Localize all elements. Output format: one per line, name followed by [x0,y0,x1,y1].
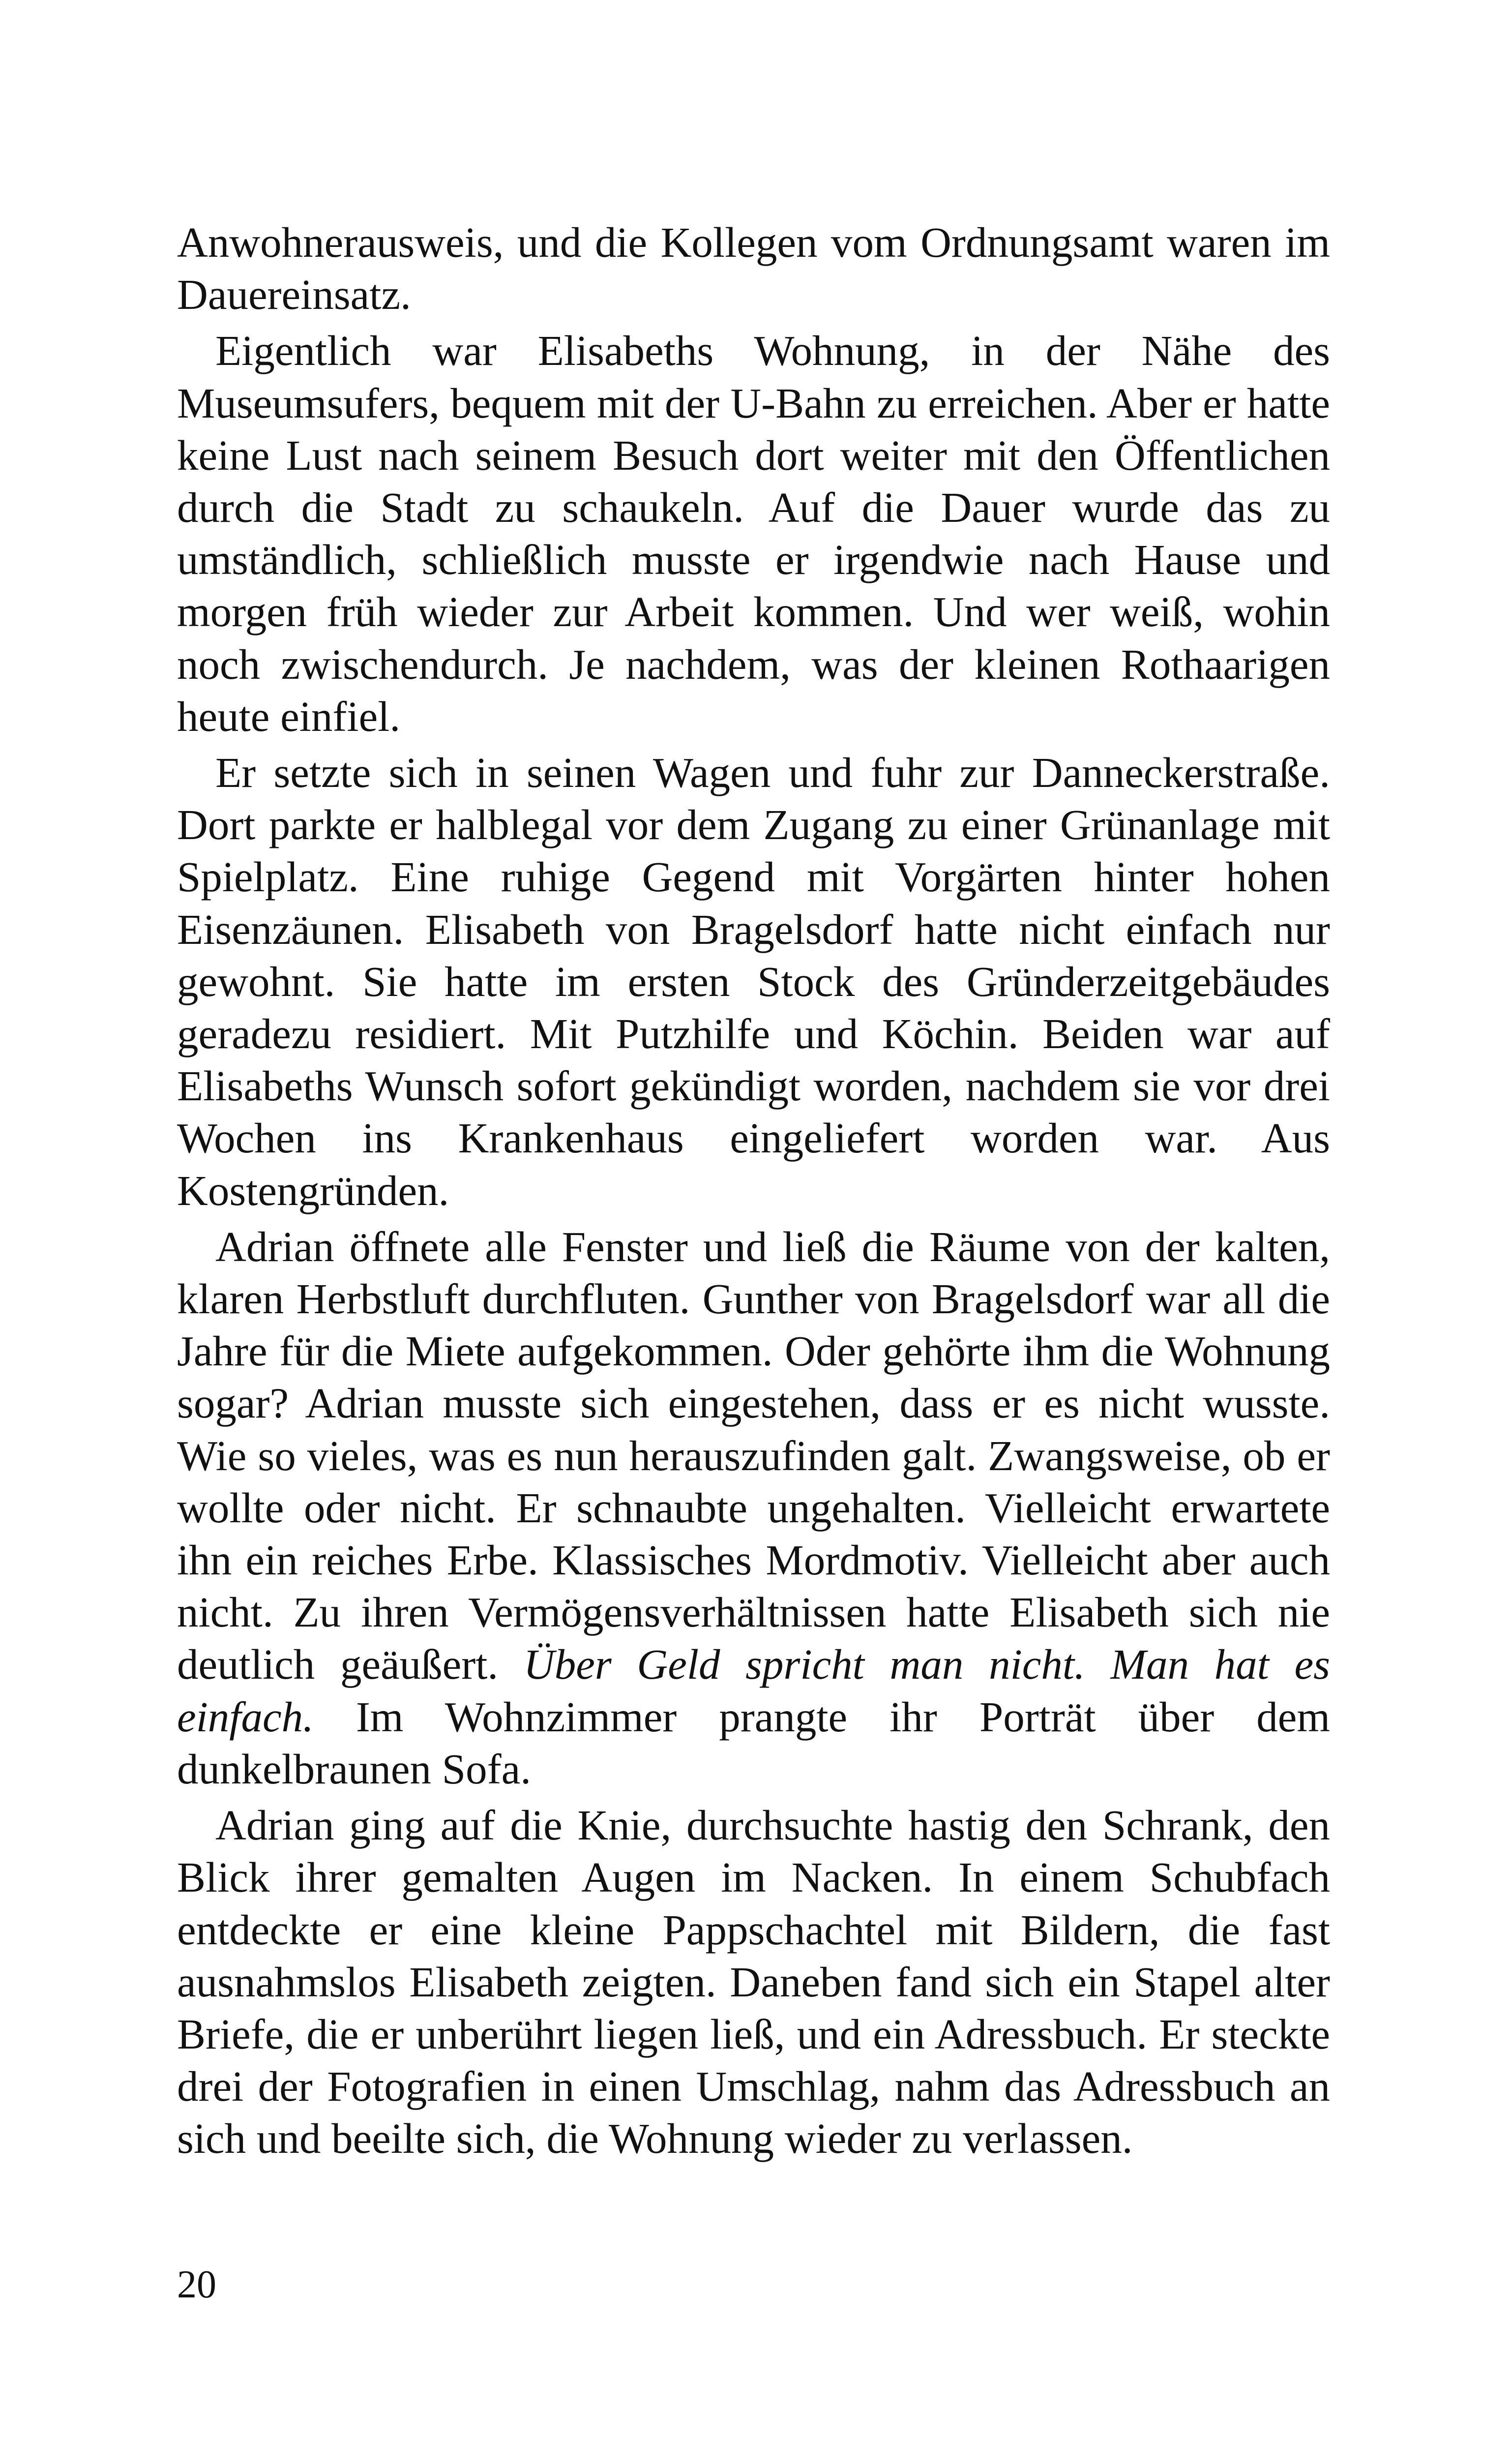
paragraph-5: Adrian ging auf die Knie, durchsuchte hastig den Schrank, den Blick ihrer gemalten Augen im Nacken. In einem Schubfach entdeckte er eine kleine Pappschachtel mit Bildern, die fast ausnahmslos Elisabeth zeigten. Daneben fand sich ein Stapel alter Briefe, die er unberührt liegen ließ, und ein Adressbuch. Er steckte drei der Fotografien in einen Umschlag, nahm das Adressbuch an sich und beeilte sich, die Wohnung wieder zu verlassen. [177,1801,1330,2163]
paragraph-4-end: Im Wohnzimmer prangte ihr Porträt über dem dunkelbraunen Sofa. [177,1692,1330,1793]
paragraph-4-italic: Über Geld spricht man nicht. Man hat es einfach. [177,1640,1330,1741]
paragraph-1: Anwohnerausweis, und die Kollegen vom Ordnungsamt waren im Dauereinsatz. [177,218,1330,319]
paragraph-3: Er setzte sich in seinen Wagen und fuhr zur Danneckerstraße. Dort parkte er halblegal vor dem Zugang zu einer Grünanlage mit Spielplatz. Eine ruhige Gegend mit Vorgärten hinter hohen Eisenzäunen. Elisabeth von Bragelsdorf hatte nicht einfach nur gewohnt. Sie hatte im ersten Stock des Gründerzeitgebäudes geradezu residiert. Mit Putzhilfe und Köchin. Beiden war auf Elisabeths Wunsch sofort gekündigt worden, nachdem sie vor drei Wochen ins Krankenhaus eingeliefert worden war. Aus Kostengründen. [177,749,1330,1214]
paragraph-2: Eigentlich war Elisabeths Wohnung, in der Nähe des Museumsufers, bequem mit der U-Bahn zu erreichen. Aber er hatte keine Lust nach seinem Besuch dort weiter mit den Öffentlichen durch die Stadt zu schaukeln. Auf die Dauer wurde das zu umständlich, schließlich musste er irgendwie nach Hause und morgen früh wieder zur Arbeit kommen. Und wer weiß, wohin noch zwischendurch. Je nachdem, was der kleinen Rothaarigen heute einfiel. [177,327,1330,740]
body-text [177,216,1330,2165]
paragraph-4 [177,1221,1330,1795]
page-number: 20 [177,2263,216,2306]
paragraph-4-start: Adrian öffnete alle Fenster und ließ die Räume von der kalten, klaren Herbstluft durchfluten. Gunther von Bragelsdorf war all die Jahre für die Miete aufgekommen. Oder gehörte ihm die Wohnung sogar? Adrian musste sich eingestehen, dass er es nicht wusste. Wie so vieles, was es nun herauszufinden galt. Zwangsweise, ob er wollte oder nicht. Er schnaubte ungehalten. Vielleicht erwartete ihn ein reiches Erbe. Klassisches Mordmotiv. Vielleicht aber auch nicht. Zu ihren Vermögensverhältnissen hatte Elisabeth sich nie deutlich geäußert. [177,1222,1330,1689]
